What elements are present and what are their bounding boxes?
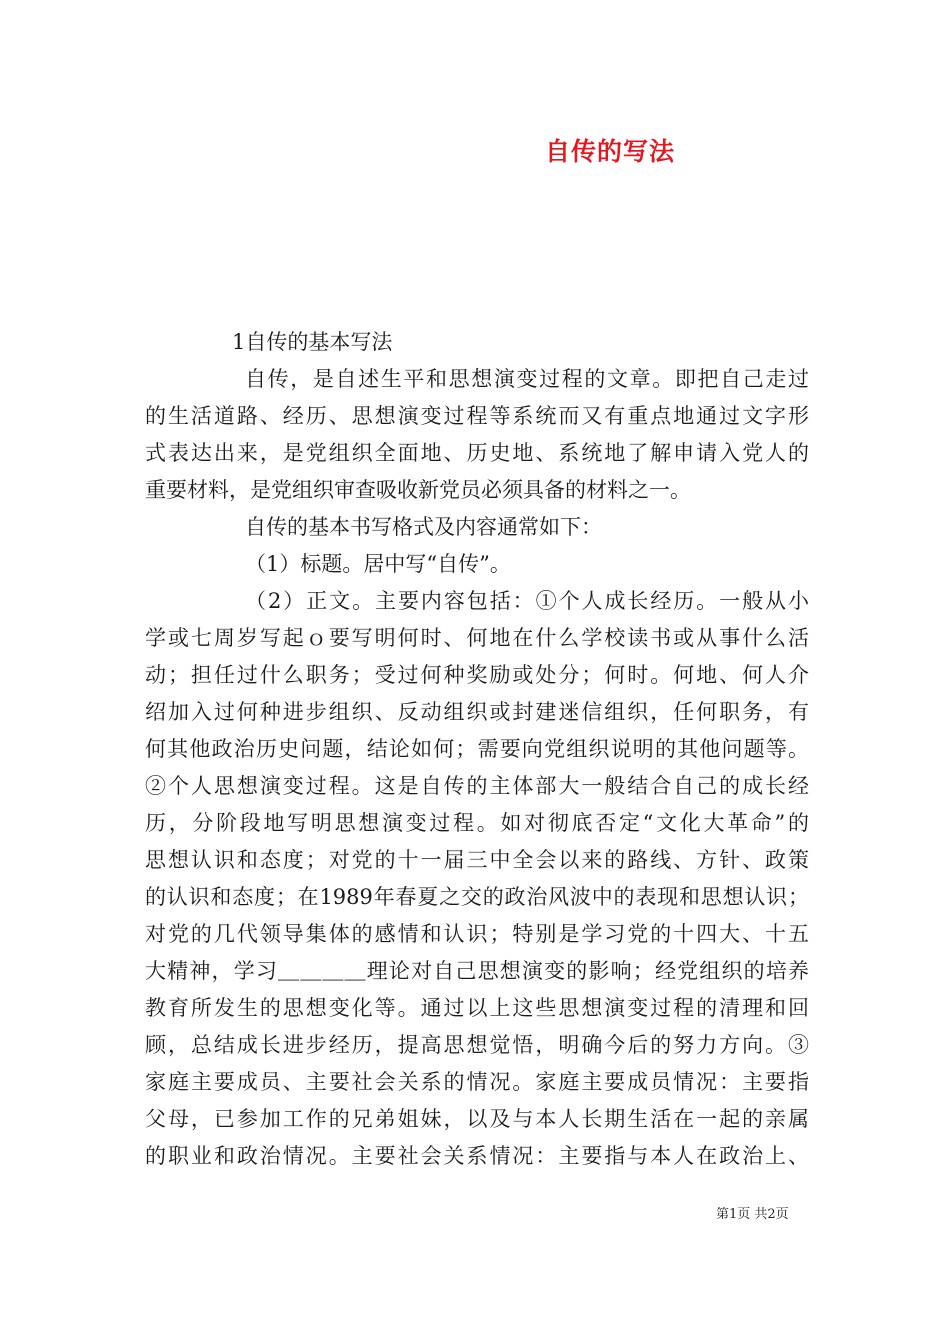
paragraph-line: 的生活道路、经历、思想演变过程等系统而又有重点地通过文字形: [145, 404, 809, 428]
section-heading: 1自传的基本写法: [232, 330, 393, 354]
paragraph-line: 父母，已参加工作的兄弟姐妹，以及与本人长期生活在一起的亲属: [145, 1107, 809, 1131]
paragraph-line: 绍加入过何种进步组织、反动组织或封建迷信组织，任何职务，有: [145, 700, 809, 724]
paragraph-line: 动；担任过什么职务；受过何种奖励或处分；何时。何地、何人介: [145, 663, 809, 687]
paragraph-line: 自传的基本书写格式及内容通常如下：: [245, 515, 602, 539]
paragraph-line: 何其他政治历史问题，结论如何；需要向党组织说明的其他问题等。: [145, 737, 809, 761]
document-body: [145, 324, 809, 1175]
paragraph-line: 顾，总结成长进步经历，提高思想觉悟，明确今后的努力方向。③: [145, 1033, 809, 1057]
paragraph-line: 自传，是自述生平和思想演变过程的文章。即把自己走过: [245, 367, 809, 391]
page-number: 第1页 共2页: [716, 1207, 789, 1222]
paragraph-line: （1）标题。居中写“自传”。: [245, 552, 511, 576]
paragraph-line: 对党的几代领导集体的感情和认识；特别是学习党的十四大、十五: [145, 922, 809, 946]
paragraph-line: 重要材料，是党组织审查吸收新党员必须具备的材料之一。: [145, 478, 691, 502]
paragraph-line: 教育所发生的思想变化等。通过以上这些思想演变过程的清理和回: [145, 996, 809, 1020]
paragraph-line: 的认识和态度；在1989年春夏之交的政治风波中的表现和思想认识；: [145, 885, 809, 909]
paragraph-line: 式表达出来，是党组织全面地、历史地、系统地了解申请入党人的: [145, 441, 809, 465]
paragraph-line: 大精神，学习＿＿＿＿理论对自己思想演变的影响；经党组织的培养: [145, 959, 809, 983]
paragraph-line: ②个人思想演变过程。这是自传的主体部大一般结合自己的成长经: [145, 774, 809, 798]
paragraph-line: 思想认识和态度；对党的十一届三中全会以来的路线、方针、政策: [145, 848, 809, 872]
paragraph-line: 家庭主要成员、主要社会关系的情况。家庭主要成员情况：主要指: [145, 1070, 809, 1094]
paragraph-line: 的职业和政治情况。主要社会关系情况：主要指与本人在政治上、: [145, 1144, 809, 1168]
paragraph-line: 历，分阶段地写明思想演变过程。如对彻底否定“文化大革命”的: [145, 811, 809, 835]
paragraph-line: 学或七周岁写起ｏ要写明何时、何地在什么学校读书或从事什么活: [145, 626, 809, 650]
document-title: 自传的写法: [545, 137, 676, 166]
paragraph-line: （2）正文。主要内容包括：①个人成长经历。一般从小: [245, 589, 809, 613]
